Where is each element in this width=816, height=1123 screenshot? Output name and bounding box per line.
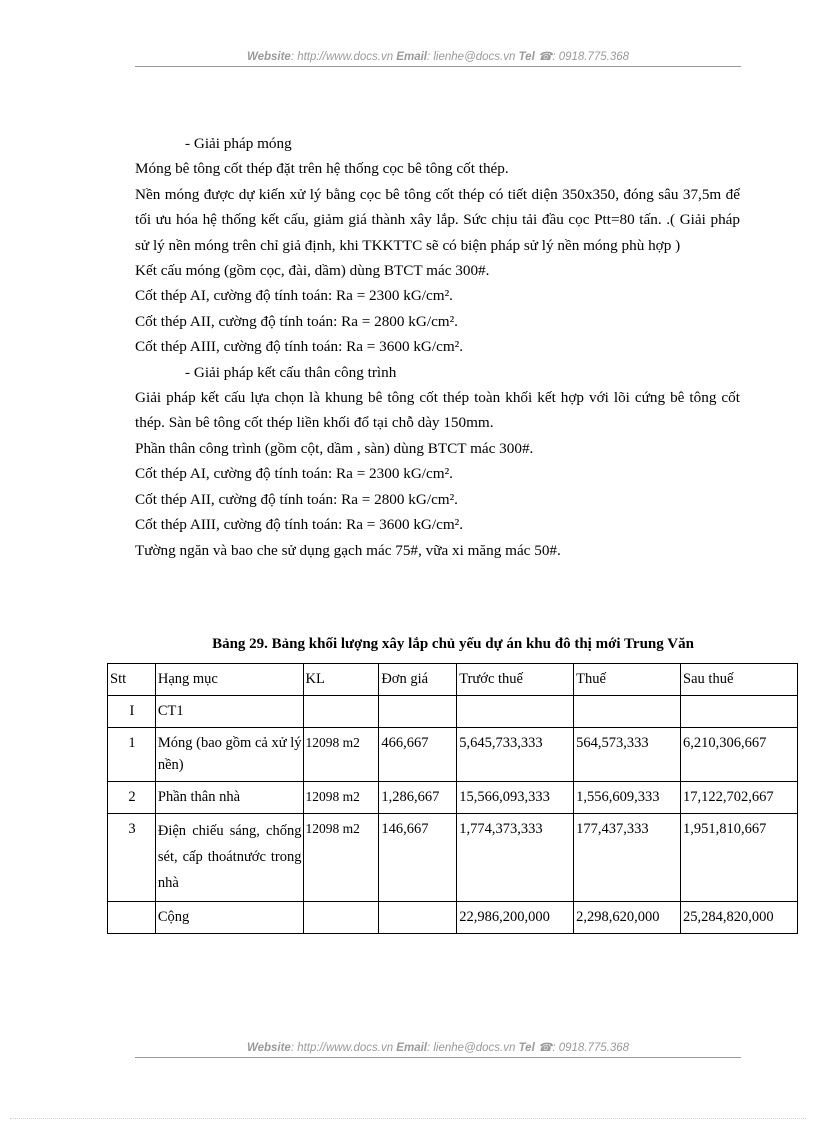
page-header — [135, 49, 741, 63]
tel-label: Tel — [518, 1042, 535, 1054]
table-cell: Điện chiếu sáng, chống sét, cấp thoátnước trong nhà — [155, 814, 303, 902]
phone-icon: ☎ — [537, 51, 553, 63]
cost-table — [107, 663, 798, 934]
tel-label: Tel — [518, 51, 535, 63]
page-footer — [135, 1040, 741, 1054]
table-cell: Móng (bao gồm cả xử lý nền) — [155, 728, 303, 782]
table-cell — [379, 902, 457, 934]
tel-value: : 0918.775.368 — [552, 1042, 630, 1054]
paragraph: Giải pháp kết cấu lựa chọn là khung bê tông cốt thép toàn khối kết hợp với lõi cứng bê tông cốt thép. Sàn bê tông cốt thép liền khối đổ tại chỗ dày 150mm. — [135, 389, 740, 432]
email-label: Email — [396, 1042, 427, 1054]
table-header-cell: Hạng mục — [155, 664, 303, 696]
table-cell: 1,774,373,333 — [457, 814, 574, 902]
tel-value: : 0918.775.368 — [552, 51, 630, 63]
table-row — [108, 728, 798, 782]
table-cell: 12098 m2 — [303, 728, 379, 782]
paragraph: Cốt thép AII, cường độ tính toán: Ra = 2800 kG/cm². — [135, 312, 458, 330]
table-cell — [108, 902, 156, 934]
heading-structure: - Giải pháp kết cấu thân công trình — [185, 363, 397, 381]
website-value: : http://www.docs.vn — [290, 51, 394, 63]
email-value: : lienhe@docs.vn — [426, 51, 516, 63]
table-cell — [303, 696, 379, 728]
page-edge — [10, 1118, 806, 1119]
paragraph: Tường ngăn và bao che sử dụng gạch mác 75#, vữa xi măng mác 50#. — [135, 541, 561, 559]
paragraph: Cốt thép AIII, cường độ tính toán: Ra = 3600 kG/cm². — [135, 338, 464, 356]
table-row — [108, 696, 798, 728]
table-total-row — [108, 902, 798, 934]
table-cell: 3 — [108, 814, 156, 902]
header-rule — [135, 66, 741, 67]
footer-rule — [135, 1057, 741, 1058]
table-cell: 25,284,820,000 — [681, 902, 798, 934]
table-cell: 2 — [108, 782, 156, 814]
table-cell: 1 — [108, 728, 156, 782]
table-cell: 1,556,609,333 — [574, 782, 681, 814]
email-value: : lienhe@docs.vn — [426, 1042, 516, 1054]
table-header-cell: Thuế — [574, 664, 681, 696]
table-cell — [303, 902, 379, 934]
phone-icon: ☎ — [537, 1042, 553, 1054]
table-cell: 22,986,200,000 — [457, 902, 574, 934]
table-cell: 17,122,702,667 — [681, 782, 798, 814]
website-value: : http://www.docs.vn — [290, 1042, 394, 1054]
table-row — [108, 814, 798, 902]
body-text — [135, 131, 740, 563]
paragraph: Cốt thép AI, cường độ tính toán: Ra = 2300 kG/cm². — [135, 465, 453, 483]
website-label: Website — [246, 51, 291, 63]
table-cell: I — [108, 696, 156, 728]
table-cell — [574, 696, 681, 728]
table-cell: Phần thân nhà — [155, 782, 303, 814]
paragraph: Cốt thép AII, cường độ tính toán: Ra = 2800 kG/cm². — [135, 490, 458, 508]
table-header-cell: Đơn giá — [379, 664, 457, 696]
heading-foundation: - Giải pháp móng — [185, 135, 292, 152]
table-cell: 564,573,333 — [574, 728, 681, 782]
table-cell: 146,667 — [379, 814, 457, 902]
paragraph: Phần thân công trình (gồm cột, dầm , sàn) dùng BTCT mác 300#. — [135, 439, 534, 457]
table-header-cell: Trước thuế — [457, 664, 574, 696]
table-cell: 466,667 — [379, 728, 457, 782]
table-cell: 12098 m2 — [303, 814, 379, 902]
table-cell: 2,298,620,000 — [574, 902, 681, 934]
table-header-cell: KL — [303, 664, 379, 696]
table-header-cell: Sau thuế — [681, 664, 798, 696]
paragraph: Cốt thép AIII, cường độ tính toán: Ra = 3600 kG/cm². — [135, 516, 464, 534]
table-caption: Bảng 29. Bảng khối lượng xây lắp chủ yếu dự án khu đô thị mới Trung Văn — [212, 636, 694, 652]
table-cell: 6,210,306,667 — [681, 728, 798, 782]
table-cell: 1,286,667 — [379, 782, 457, 814]
table-cell: 15,566,093,333 — [457, 782, 574, 814]
table-row — [108, 782, 798, 814]
table-cell — [379, 696, 457, 728]
website-label: Website — [246, 1042, 291, 1054]
table-cell: CT1 — [155, 696, 303, 728]
table-cell: 177,437,333 — [574, 814, 681, 902]
table-cell: 12098 m2 — [303, 782, 379, 814]
paragraph: Cốt thép AI, cường độ tính toán: Ra = 2300 kG/cm². — [135, 287, 453, 305]
email-label: Email — [396, 51, 427, 63]
table-header-row — [108, 664, 798, 696]
table-cell: 5,645,733,333 — [457, 728, 574, 782]
table-header-cell: Stt — [108, 664, 156, 696]
table-cell — [457, 696, 574, 728]
table-cell: Cộng — [155, 902, 303, 934]
table-cell: 1,951,810,667 — [681, 814, 798, 902]
table-cell — [681, 696, 798, 728]
paragraph: Kết cấu móng (gồm cọc, đài, dầm) dùng BTCT mác 300#. — [135, 262, 490, 280]
paragraph: Móng bê tông cốt thép đặt trên hệ thống cọc bê tông cốt thép. — [135, 160, 509, 178]
paragraph: Nền móng được dự kiến xử lý bằng cọc bê tông cốt thép có tiết diện 350x350, đóng sâu 37,5m để tối ưu hóa hệ thống kết cấu, giảm giá thành xây lắp. Sức chịu tải đầu cọc Ptt=80 tấn. .( Giải pháp sử lý nền móng trên chỉ giả định, khi TKKTTC sẽ có biện pháp sử lý nền móng phù hợp ) — [135, 185, 740, 254]
